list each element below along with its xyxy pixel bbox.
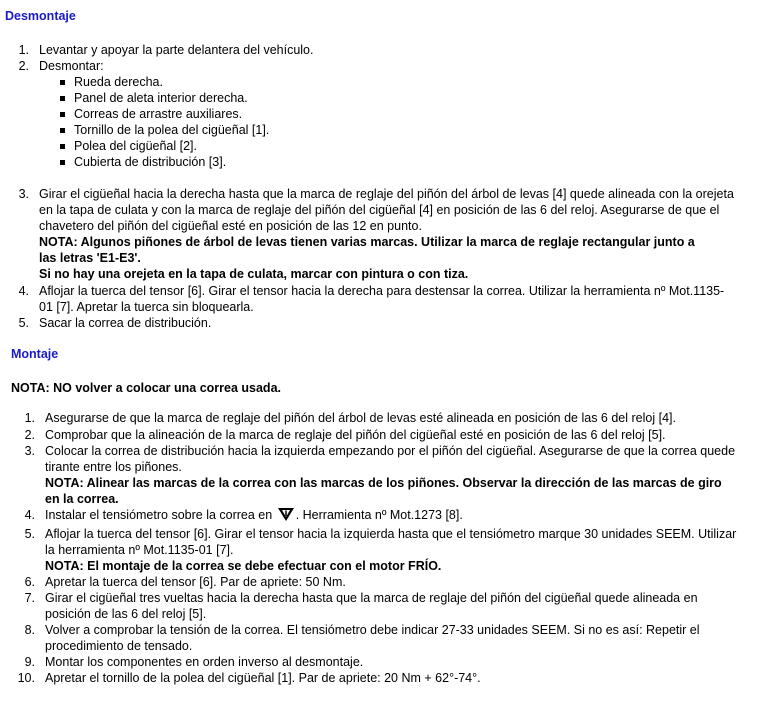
- step-number: 10.: [17, 671, 35, 685]
- step-number: 3.: [24, 444, 35, 458]
- step-text: Comprobar que la alineación de la marca de reglaje del piñón del cigüeñal esté en posición de las 6 del reloj [5].: [45, 428, 666, 442]
- step-number: 3.: [18, 187, 29, 201]
- step-text: Apretar el tornillo de la polea del cigüeñal [1]. Par de apriete: 20 Nm + 62°-74°.: [45, 671, 481, 685]
- bullet-icon: [60, 144, 65, 149]
- step-number: 1.: [24, 411, 35, 425]
- step-text: la herramienta nº Mot.1135-01 [7].: [45, 543, 234, 557]
- bullet-icon: [60, 112, 65, 117]
- section-title-desmontaje: Desmontaje: [5, 9, 76, 23]
- step-text: procedimiento de tensado.: [45, 639, 193, 653]
- step-number: 6.: [24, 575, 35, 589]
- torque-sequence-icon: [277, 507, 295, 522]
- sub-item: Correas de arrastre auxiliares.: [74, 107, 243, 121]
- sub-item: Tornillo de la polea del cigüeñal [1].: [74, 123, 270, 137]
- step-number: 9.: [24, 655, 35, 669]
- step-text: en la tapa de culata y con la marca de reglaje del piñón del cigüeñal [4] en posición de las 6 del reloj. Asegurarse de que el: [39, 203, 720, 217]
- step-text: Asegurarse de que la marca de reglaje del piñón del árbol de levas esté alineada en posición de las 6 del reloj [4].: [45, 411, 676, 425]
- step-text-post: . Herramienta nº Mot.1273 [8].: [295, 508, 463, 522]
- sub-item: Cubierta de distribución [3].: [74, 155, 227, 169]
- step-number: 4.: [18, 284, 29, 298]
- step-text: Desmontar:: [39, 59, 104, 73]
- step-text: Colocar la correa de distribución hacia la izquierda empezando por el piñón del cigüeñal. Asegurarse de que la correa quede: [45, 444, 736, 458]
- step-text: Aflojar la tuerca del tensor [6]. Girar el tensor hacia la derecha para destensar la correa. Utilizar la herramienta nº Mot.1135-: [39, 284, 725, 298]
- sub-item: Polea del cigüeñal [2].: [74, 139, 198, 153]
- section-title-montaje: Montaje: [11, 347, 59, 361]
- step-text: tirante entre los piñones.: [45, 460, 182, 474]
- step-number: 7.: [24, 591, 35, 605]
- step-note: NOTA: Alinear las marcas de la correa con las marcas de los piñones. Observar la dirección de las marcas de giro: [45, 476, 722, 490]
- step-number: 2.: [24, 428, 35, 442]
- step-text: 01 [7]. Apretar la tuerca sin bloquearla.: [39, 300, 254, 314]
- step-note: Si no hay una orejeta en la tapa de culata, marcar con pintura o con tiza.: [39, 267, 469, 281]
- step-text: Montar los componentes en orden inverso al desmontaje.: [45, 655, 364, 669]
- step-text: Volver a comprobar la tensión de la correa. El tensiómetro debe indicar 27-33 unidades SEEM. Si no es así: Repetir el: [45, 623, 700, 637]
- step-text-pre: Instalar el tensiómetro sobre la correa en: [45, 508, 273, 522]
- step-text: chavetero del piñón del cigüeñal esté en posición de las 12 en punto.: [39, 219, 422, 233]
- step-note: las letras 'E1-E3'.: [39, 251, 141, 265]
- step-number: 2.: [18, 59, 29, 73]
- step-number: 1.: [18, 43, 29, 57]
- step-note: NOTA: El montaje de la correa se debe efectuar con el motor FRÍO.: [45, 559, 442, 573]
- step-number: 8.: [24, 623, 35, 637]
- step-text: Girar el cigüeñal hacia la derecha hasta que la marca de reglaje del piñón del árbol de levas [4] quede alineada con la orejeta: [39, 187, 734, 201]
- step-text: Levantar y apoyar la parte delantera del vehículo.: [39, 43, 314, 57]
- step-text: Sacar la correa de distribución.: [39, 316, 212, 330]
- step-text: posición de las 6 del reloj [5].: [45, 607, 207, 621]
- step-text: [45, 507, 463, 523]
- bullet-icon: [60, 160, 65, 165]
- step-number: 5.: [18, 316, 29, 330]
- sub-item: Panel de aleta interior derecha.: [74, 91, 248, 105]
- bullet-icon: [60, 128, 65, 133]
- step-note: en la correa.: [45, 492, 119, 506]
- bullet-icon: [60, 96, 65, 101]
- step-text: Girar el cigüeñal tres vueltas hacia la derecha hasta que la marca de reglaje del piñón del cigüeñal quede alineada en: [45, 591, 698, 605]
- step-number: 4.: [24, 508, 35, 522]
- step-note: NOTA: Algunos piñones de árbol de levas tienen varias marcas. Utilizar la marca de reglaje rectangular junto a: [39, 235, 695, 249]
- bullet-icon: [60, 80, 65, 85]
- montaje-note: NOTA: NO volver a colocar una correa usada.: [11, 381, 281, 395]
- sub-item: Rueda derecha.: [74, 75, 163, 89]
- step-text: Apretar la tuerca del tensor [6]. Par de apriete: 50 Nm.: [45, 575, 346, 589]
- step-number: 5.: [24, 527, 35, 541]
- step-text: Aflojar la tuerca del tensor [6]. Girar el tensor hacia la izquierda hasta que el tensiómetro marque 30 unidades SEEM. Utilizar: [45, 527, 737, 541]
